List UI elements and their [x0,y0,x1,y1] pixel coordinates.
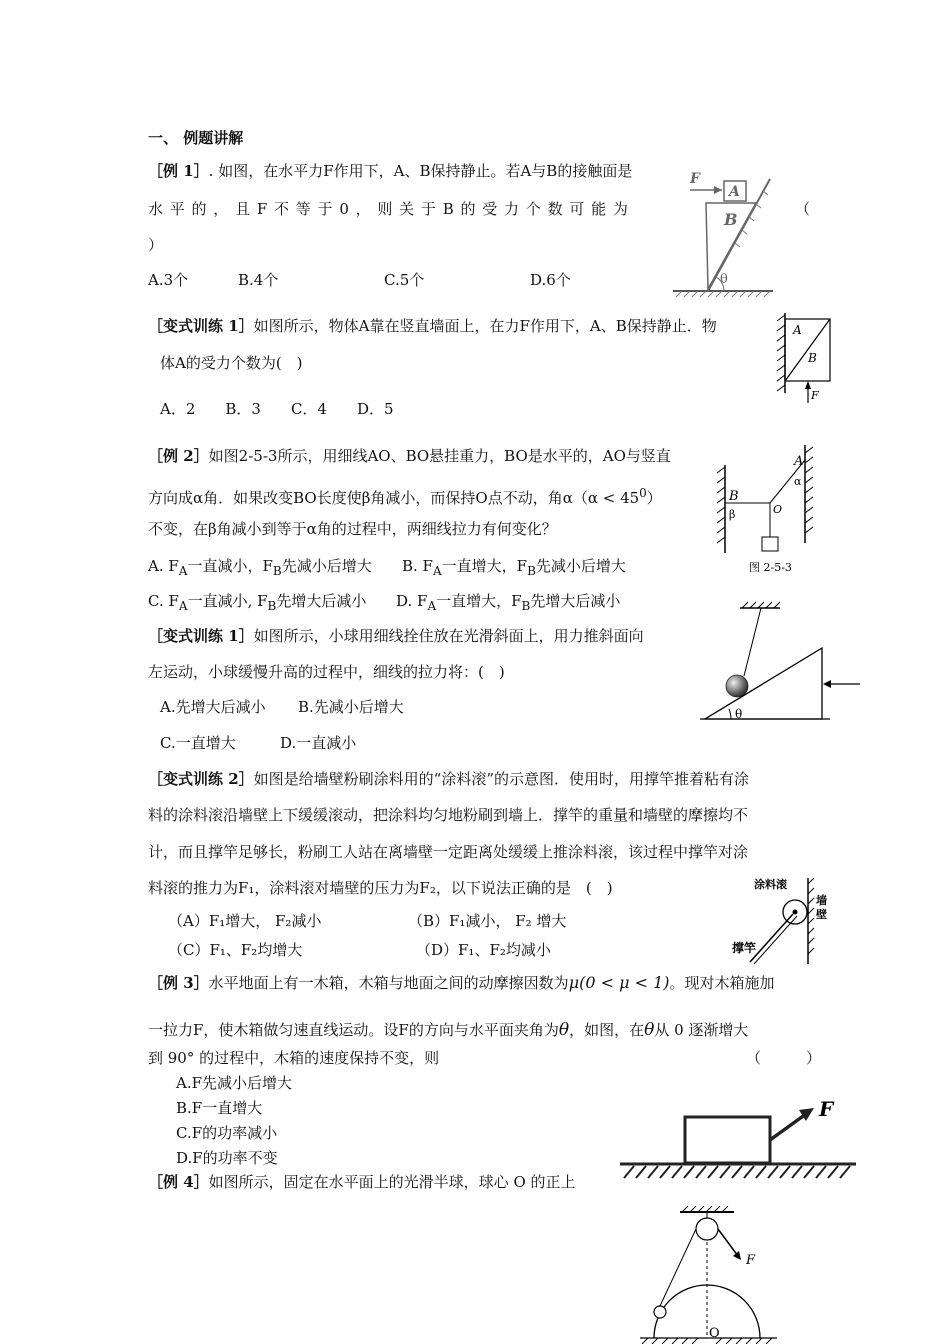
ex1-paren-open: （ [795,200,811,218]
ex3-tag: ［例 3］ [148,974,209,992]
ex1-option-c: C.5个 [384,271,425,289]
var2-line2: 料的涂料滚沿墙壁上下缓缓滚动，把涂料均匀地粉刷到墙上．撑竿的重量和墙壁的摩擦均不 [148,806,749,824]
ex1-fig-label-b: B [724,210,738,229]
ex2-fig-label-b: B [729,489,739,504]
ex3-line2: 一拉力F，使木箱做匀速直线运动。设F的方向与水平面夹角为θ，如图，在θ从 0 逐渐增大 [148,1020,749,1040]
ex3-paren: （ ） [746,1049,822,1067]
var2-line4: 料滚的推力为F₁，涂料滚对墙壁的压力为F₂，以下说法正确的是 ( ) [148,879,613,897]
var1a-fig-label-b: B [808,351,817,365]
ex1-tag: ［例 1］ [148,162,209,180]
ex1-line1: ［例 1］. 如图，在水平力F作用下，A、B保持静止。若A与B的接触面是 [148,162,633,180]
ex2-fig-label-beta: β [729,508,736,521]
var2-figure [728,872,833,968]
var2-option-b: （B）F₁减小， F₂ 增大 [408,912,567,930]
ex1-line2: 水 平 的 ， 且 F 不 等 于 0 ， 则 关 于 B 的 受 力 个 数 可 能 为 [148,200,629,218]
ex3-line3: 到 90° 的过程中，木箱的速度保持不变，则 [148,1049,440,1067]
var1b-option-b: B.先减小后增大 [298,698,404,716]
ex3-theta-2: θ [644,1020,655,1040]
ex3-option-c: C.F的功率减小 [176,1124,278,1142]
ex2-line1: ［例 2］如图2-5-3所示，用细线AO、BO悬挂重力，BO是水平的，AO与竖直 [148,447,671,465]
var2-option-d: （D）F₁、F₂均减小 [416,941,551,959]
ex2-fig-label-alpha: α [794,475,802,488]
ex1-option-b: B.4个 [238,271,279,289]
var1b-option-c: C.一直增大 [160,734,236,752]
section-title: 一、 例题讲解 [148,129,244,147]
ex2-fig-label-o: O [773,503,783,516]
ex3-theta-1: θ [558,1020,570,1040]
ex4-fig-label-f: F [746,1253,756,1268]
ex3-friction-math: μ(0 < μ < 1) [568,973,670,992]
var2-fig-label-pole: 撑竿 [732,941,757,955]
var1a-figure [775,313,840,410]
var1b-line1: ［变式训练 1］如图所示，小球用细线拴住放在光滑斜面上，用力推斜面向 [148,627,644,645]
var1b-tag: ［变式训练 1］ [148,627,254,645]
ex4-figure [632,1198,782,1344]
var2-option-c: （C）F₁、F₂均增大 [168,941,303,959]
var1a-tag: ［变式训练 1］ [148,317,254,335]
ex1-fig-label-f: F [690,171,700,187]
ex3-line1: ［例 3］水平地面上有一木箱，木箱与地面之间的动摩擦因数为μ(0 < μ < 1)。现对木箱施加 [148,973,775,992]
ex2-option-a: A. $F_A$一直减小，$F_B$先减小后增大 [148,557,372,578]
var1a-options: A．2 B．3 C．4 D．5 [160,400,394,418]
var1a-fig-label-a: A [793,323,802,337]
ex1-option-d: D.6个 [530,271,571,289]
ex1-option-a: A.3个 [148,271,189,289]
var1b-option-a: A.先增大后减小 [160,698,266,716]
var1a-line2: 体A的受力个数为( ) [160,354,303,372]
ex2-option-b: B. $F_A$一直增大，$F_B$先减小后增大 [402,557,626,578]
ex2-option-c: C. $F_A$一直减小, $F_B$先增大后减小 [148,592,367,613]
ex4-fig-label-o: O [709,1326,720,1341]
ex2-fig-caption: 图 2-5-3 [749,561,792,574]
var1b-line2: 左运动，小球缓慢升高的过程中，细线的拉力将：( ) [148,663,505,681]
var1a-fig-label-f: F [811,389,819,402]
var2-fig-label-wall2: 壁 [816,908,827,921]
ex2-line3: 不变，在β角减小到等于α角的过程中，两细线拉力有何变化？ [148,520,557,538]
var1a-line1: ［变式训练 1］如图所示，物体A靠在竖直墙面上，在力F作用下，A、B保持静止．物 [148,317,717,335]
var2-fig-label-wall1: 墙 [816,894,827,907]
var2-fig-label-roller: 涂料滚 [754,878,787,891]
ex2-line2: 方向成α角．如果改变BO长度使β角减小，而保持O点不动，角$\alpha(\alpha < 45^0)$ [148,486,662,507]
ex2-option-d: D. $F_A$一直增大，$F_B$先增大后减小 [396,592,621,613]
ex1-paren-close: ） [148,236,164,254]
ex4-line1: ［例 4］如图所示，固定在水平面上的光滑半球，球心 O 的正上 [148,1173,576,1191]
ex4-tag: ［例 4］ [148,1173,209,1191]
ex1-fig-label-a: A [729,184,740,200]
ex3-fig-label-f: F [819,1097,834,1121]
ex3-option-d: D.F的功率不变 [176,1149,278,1167]
ex1-figure [668,165,778,300]
var1b-option-d: D.一直减小 [280,734,357,752]
var2-line1: ［变式训练 2］如图是给墙壁粉刷涂料用的“涂料滚”的示意图．使用时，用撑竿推着粘有涂 [148,770,750,788]
var1b-fig-label-theta: θ [735,707,743,721]
var2-tag: ［变式训练 2］ [148,770,254,788]
ex3-figure [618,1094,860,1182]
var1b-figure [700,598,865,726]
ex1-fig-label-theta: θ [720,272,728,287]
ex2-fig-label-a: A [794,454,804,469]
ex3-option-a: A.F先减小后增大 [176,1074,293,1092]
ex2-figure [712,445,822,580]
var2-option-a: （A）F₁增大， F₂减小 [168,912,322,930]
var2-line3: 计，而且撑竿足够长，粉刷工人站在离墙壁一定距离处缓缓上推涂料滚，该过程中撑竿对涂 [148,843,749,861]
ex3-option-b: B.F一直增大 [176,1099,263,1117]
ex2-tag: ［例 2］ [148,447,209,465]
